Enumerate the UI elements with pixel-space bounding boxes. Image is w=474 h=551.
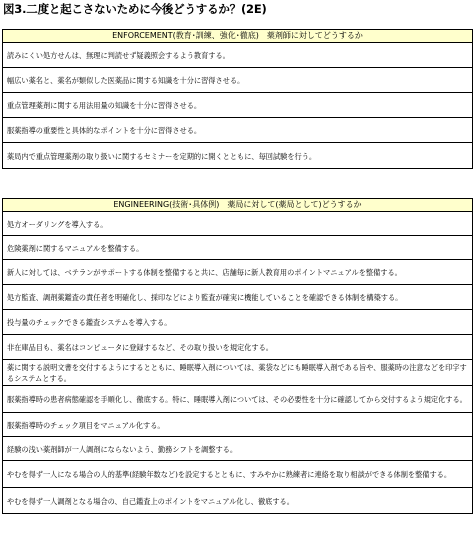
enforcement-row: 薬局内で重点管理薬剤の取り扱いに関するセミナーを定期的に開くとともに、毎回試験を行う。 (3, 143, 473, 169)
engineering-row: 服薬指導時のチェック項目をマニュアル化する。 (3, 413, 473, 437)
enforcement-row: 重点管理薬剤に関する用法用量の知識を十分に習得させる。 (3, 93, 473, 118)
engineering-row: 経験の浅い薬剤師が一人調剤にならないよう、勤務シフトを調整する。 (3, 437, 473, 461)
engineering-row: 危険薬剤に関するマニュアルを整備する。 (3, 236, 473, 260)
enforcement-header: ENFORCEMENT(教育･訓練、強化･徹底) 薬剤師に対してどうするか (3, 30, 473, 43)
engineering-table (2, 198, 473, 514)
engineering-row: 服薬指導時の患者病態確認を手順化し、徹底する。特に、睡眠導入剤については、その必要性を十分に確認してから交付するよう規定化する。 (3, 386, 473, 413)
engineering-row: 非在庫品目も、薬名はコンピュータに登録するなど、その取り扱いを規定化する。 (3, 335, 473, 360)
enforcement-row: 幅広い薬名と、薬名が類似した医薬品に関する知識を十分に習得させる。 (3, 68, 473, 93)
figure-title: 図3.二度と起こさないために今後どうするか？(2E) (3, 2, 267, 16)
engineering-row: やむを得ず一人調剤となる場合の、自己鑑査上のポイントをマニュアル化し、徹底する。 (3, 488, 473, 514)
engineering-row: 薬に関する説明文書を交付するようにするとともに、睡眠導入剤については、薬袋などにも睡眠導入剤である旨や、服薬時の注意などを印字するシステムとする。 (3, 360, 473, 386)
enforcement-row: 読みにくい処方せんは、無理に判読せず疑義照会するよう教育する。 (3, 43, 473, 68)
engineering-row: 投与量のチェックできる鑑査システムを導入する。 (3, 310, 473, 335)
engineering-row: 処方オーダリングを導入する。 (3, 212, 473, 236)
engineering-row: 処方監査、調剤薬鑑査の責任者を明確化し、採印などにより監査が確実に機能していることを確認できる体制を構築する。 (3, 285, 473, 310)
engineering-row: やむを得ず一人になる場合の人的基準(経験年数など)を設定するとともに、すみやかに熟練者に連絡を取り相談ができる体制を整備する。 (3, 461, 473, 488)
engineering-header: ENGINEERING(技術･具体例) 薬局に対して(薬局として)どうするか (3, 199, 473, 212)
enforcement-row: 服薬指導の重要性と具体的なポイントを十分に習得させる。 (3, 118, 473, 143)
engineering-row: 新人に対しては、ベテランがサポートする体制を整備すると共に、店舗毎に新人教育用のポイントマニュアルを整備する。 (3, 260, 473, 285)
enforcement-table (2, 29, 473, 169)
